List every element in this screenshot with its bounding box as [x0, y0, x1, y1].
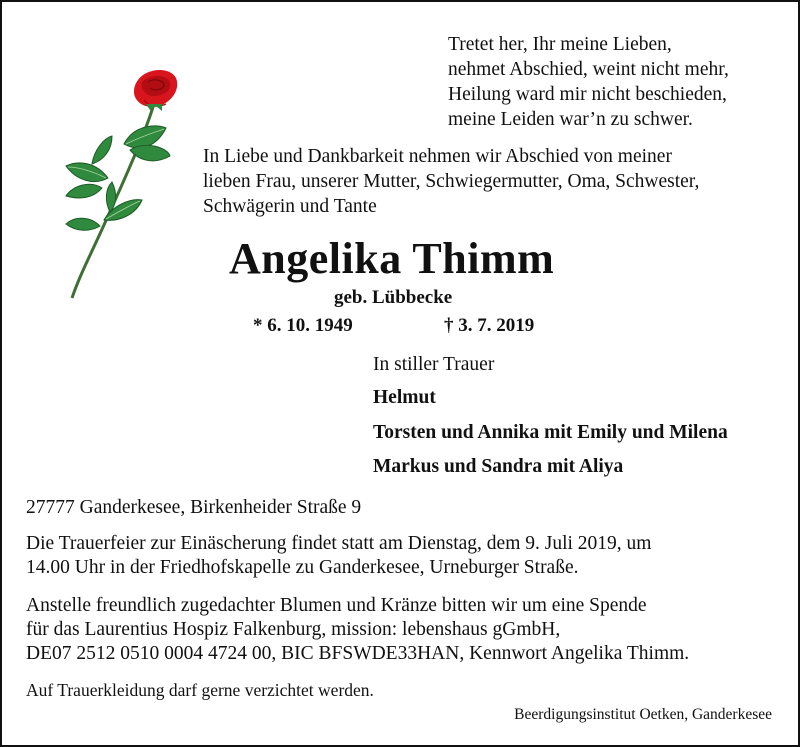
mourner-line: Markus und Sandra mit Aliya [373, 456, 624, 477]
intro-line: lieben Frau, unserer Mutter, Schwiegermutter, Oma, Schwester, [203, 171, 700, 192]
attire-note: Auf Trauerkleidung darf gerne verzichtet werden. [26, 680, 374, 700]
donation-line: DE07 2512 0510 0004 4724 00, BIC BFSWDE33HAN, Kennwort Angelika Thimm. [26, 643, 690, 664]
mourner-line: Torsten und Annika mit Emily und Milena [373, 422, 728, 443]
death-date: † 3. 7. 2019 [444, 315, 535, 336]
poem [448, 32, 729, 132]
ceremony-line: Die Trauerfeier zur Einäscherung findet statt am Dienstag, dem 9. Juli 2019, um [26, 533, 652, 554]
intro-line: Schwägerin und Tante [203, 196, 377, 217]
intro-line: In Liebe und Dankbarkeit nehmen wir Abschied von meiner [203, 146, 672, 167]
poem-line: meine Leiden war’n zu schwer. [448, 109, 693, 130]
poem-line: nehmet Abschied, weint nicht mehr, [448, 59, 729, 80]
intro-text [203, 144, 699, 219]
poem-line: Heilung ward mir nicht beschieden, [448, 84, 727, 105]
mourner-line: Helmut [373, 387, 436, 408]
mourning-heading: In stiller Trauer [373, 354, 495, 375]
donation-line: für das Laurentius Hospiz Falkenburg, mission: lebenshaus gGmbH, [26, 619, 561, 640]
undertaker-credit: Beerdigungsinstitut Oetken, Ganderkesee [514, 706, 772, 723]
ceremony-info [26, 532, 651, 580]
donation-info [26, 594, 689, 666]
birth-date: * 6. 10. 1949 [253, 315, 353, 336]
address: 27777 Ganderkesee, Birkenheider Straße 9 [26, 497, 362, 518]
ceremony-line: 14.00 Uhr in der Friedhofskapelle zu Ganderkesee, Urneburger Straße. [26, 557, 579, 578]
rose-icon [46, 66, 186, 302]
deceased-name: Angelika Thimm [229, 234, 555, 283]
birth-name: geb. Lübbecke [334, 287, 453, 308]
donation-line: Anstelle freundlich zugedachter Blumen und Kränze bitten wir um eine Spende [26, 595, 647, 616]
poem-line: Tretet her, Ihr meine Lieben, [448, 34, 672, 55]
